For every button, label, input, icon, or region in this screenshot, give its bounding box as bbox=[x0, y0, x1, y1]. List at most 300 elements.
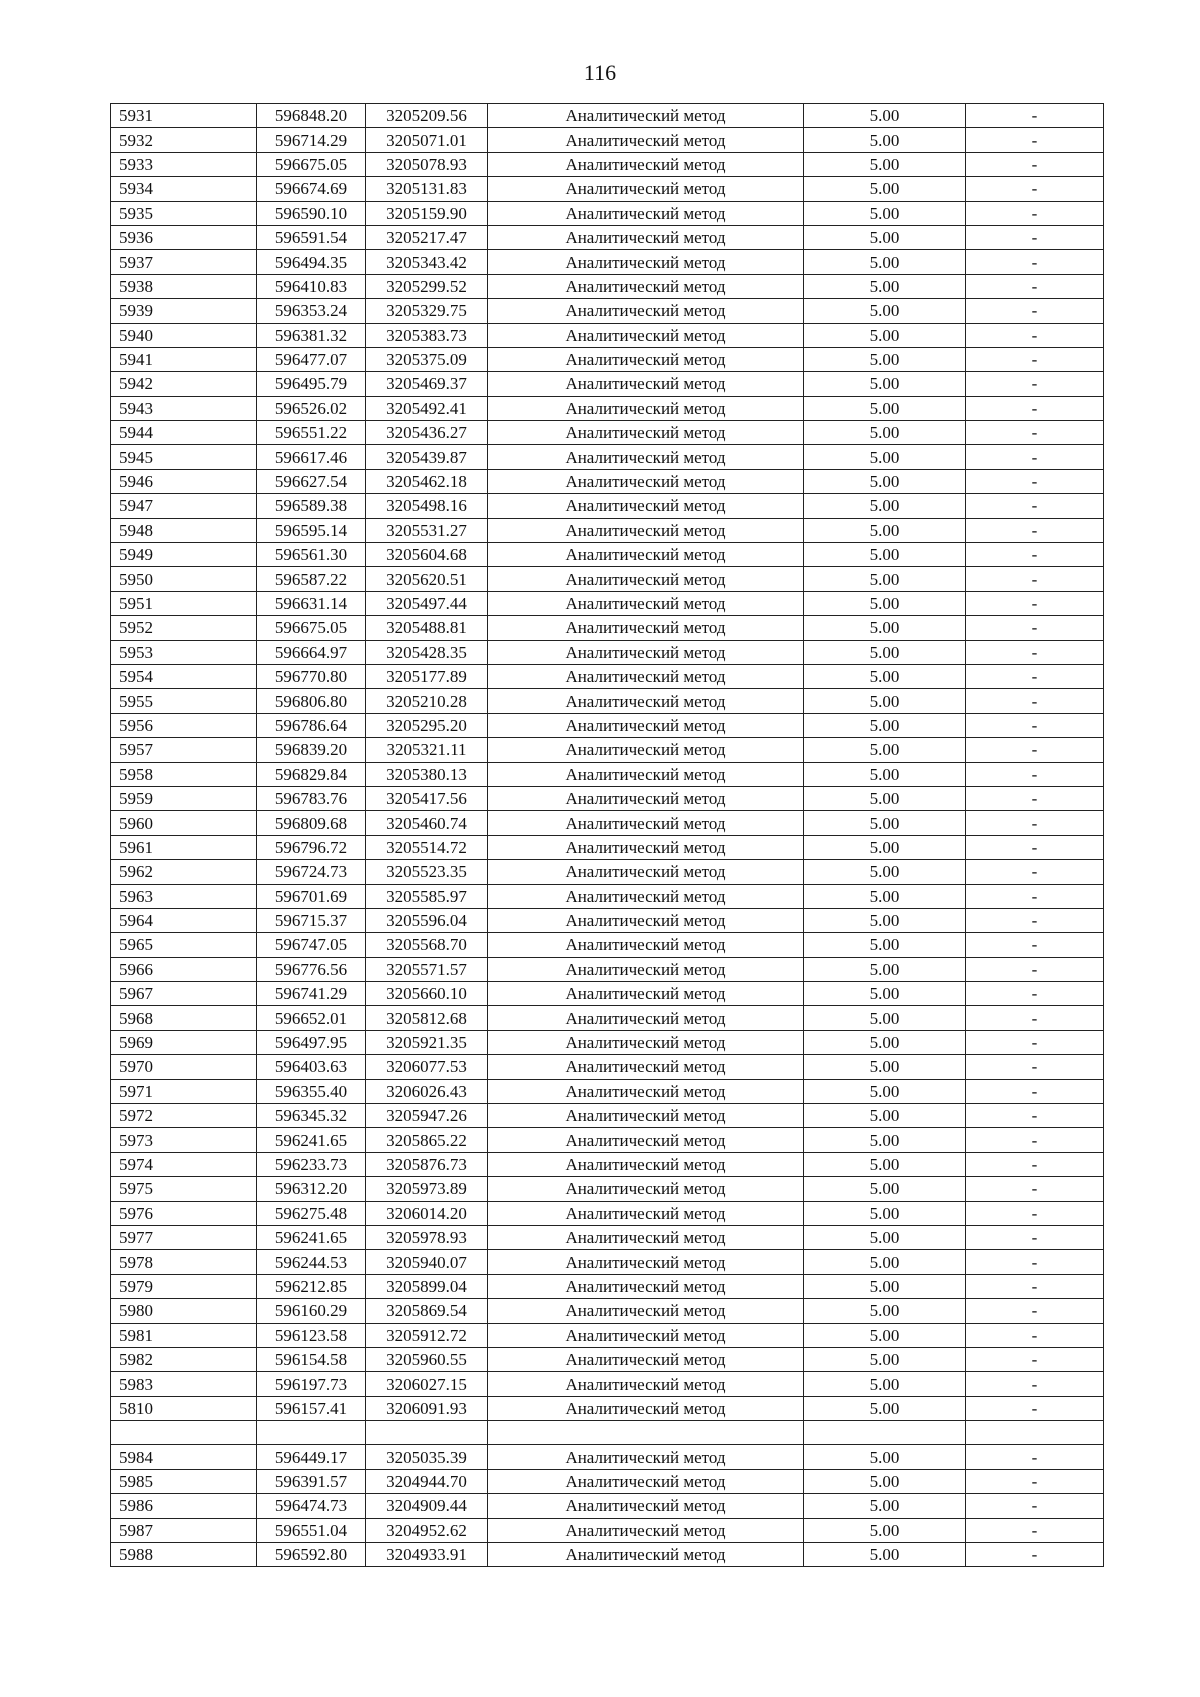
table-row bbox=[111, 713, 1104, 737]
point-number-cell: 5947 bbox=[111, 494, 257, 518]
note-cell: - bbox=[966, 762, 1104, 786]
table-row bbox=[111, 1128, 1104, 1152]
x-coordinate-cell: 596123.58 bbox=[257, 1323, 366, 1347]
method-cell: Аналитический метод bbox=[488, 372, 804, 396]
note-cell: - bbox=[966, 177, 1104, 201]
method-cell: Аналитический метод bbox=[488, 201, 804, 225]
table-row bbox=[111, 494, 1104, 518]
point-number-cell: 5966 bbox=[111, 957, 257, 981]
note-cell: - bbox=[966, 396, 1104, 420]
table-row bbox=[111, 1250, 1104, 1274]
point-number-cell: 5931 bbox=[111, 104, 257, 128]
point-number-cell: 5955 bbox=[111, 689, 257, 713]
accuracy-cell: 5.00 bbox=[804, 225, 966, 249]
note-cell: - bbox=[966, 421, 1104, 445]
point-number-cell: 5957 bbox=[111, 738, 257, 762]
accuracy-cell: 5.00 bbox=[804, 128, 966, 152]
note-cell bbox=[966, 1421, 1104, 1445]
table-row bbox=[111, 933, 1104, 957]
method-cell: Аналитический метод bbox=[488, 250, 804, 274]
accuracy-cell: 5.00 bbox=[804, 1518, 966, 1542]
table-row bbox=[111, 347, 1104, 371]
accuracy-cell: 5.00 bbox=[804, 152, 966, 176]
note-cell: - bbox=[966, 786, 1104, 810]
point-number-cell: 5978 bbox=[111, 1250, 257, 1274]
note-cell: - bbox=[966, 908, 1104, 932]
y-coordinate-cell: 3204933.91 bbox=[366, 1543, 488, 1567]
x-coordinate-cell bbox=[257, 1421, 366, 1445]
method-cell: Аналитический метод bbox=[488, 811, 804, 835]
point-number-cell: 5948 bbox=[111, 518, 257, 542]
x-coordinate-cell: 596474.73 bbox=[257, 1494, 366, 1518]
method-cell: Аналитический метод bbox=[488, 445, 804, 469]
accuracy-cell bbox=[804, 1421, 966, 1445]
accuracy-cell: 5.00 bbox=[804, 1006, 966, 1030]
y-coordinate-cell: 3204944.70 bbox=[366, 1469, 488, 1493]
y-coordinate-cell: 3206091.93 bbox=[366, 1396, 488, 1420]
point-number-cell: 5953 bbox=[111, 640, 257, 664]
y-coordinate-cell: 3205035.39 bbox=[366, 1445, 488, 1469]
page-number: 116 bbox=[583, 60, 617, 85]
accuracy-cell: 5.00 bbox=[804, 1494, 966, 1518]
accuracy-cell: 5.00 bbox=[804, 1055, 966, 1079]
x-coordinate-cell: 596741.29 bbox=[257, 982, 366, 1006]
table-row bbox=[111, 1372, 1104, 1396]
x-coordinate-cell: 596494.35 bbox=[257, 250, 366, 274]
y-coordinate-cell: 3205329.75 bbox=[366, 299, 488, 323]
accuracy-cell: 5.00 bbox=[804, 1152, 966, 1176]
table-row bbox=[111, 1396, 1104, 1420]
x-coordinate-cell: 596449.17 bbox=[257, 1445, 366, 1469]
note-cell: - bbox=[966, 372, 1104, 396]
method-cell: Аналитический метод bbox=[488, 1104, 804, 1128]
note-cell: - bbox=[966, 1055, 1104, 1079]
note-cell: - bbox=[966, 1274, 1104, 1298]
point-number-cell: 5987 bbox=[111, 1518, 257, 1542]
method-cell: Аналитический метод bbox=[488, 1372, 804, 1396]
y-coordinate-cell: 3205498.16 bbox=[366, 494, 488, 518]
accuracy-cell: 5.00 bbox=[804, 347, 966, 371]
y-coordinate-cell: 3205899.04 bbox=[366, 1274, 488, 1298]
x-coordinate-cell: 596747.05 bbox=[257, 933, 366, 957]
method-cell: Аналитический метод bbox=[488, 421, 804, 445]
method-cell: Аналитический метод bbox=[488, 933, 804, 957]
point-number-cell: 5945 bbox=[111, 445, 257, 469]
point-number-cell: 5952 bbox=[111, 616, 257, 640]
y-coordinate-cell: 3205596.04 bbox=[366, 908, 488, 932]
accuracy-cell: 5.00 bbox=[804, 835, 966, 859]
accuracy-cell: 5.00 bbox=[804, 250, 966, 274]
note-cell: - bbox=[966, 1250, 1104, 1274]
point-number-cell: 5954 bbox=[111, 664, 257, 688]
table-row bbox=[111, 225, 1104, 249]
point-number-cell: 5956 bbox=[111, 713, 257, 737]
note-cell: - bbox=[966, 469, 1104, 493]
y-coordinate-cell: 3205428.35 bbox=[366, 640, 488, 664]
point-number-cell: 5960 bbox=[111, 811, 257, 835]
method-cell: Аналитический метод bbox=[488, 786, 804, 810]
accuracy-cell: 5.00 bbox=[804, 1250, 966, 1274]
point-number-cell: 5959 bbox=[111, 786, 257, 810]
table-row bbox=[111, 567, 1104, 591]
point-number-cell: 5969 bbox=[111, 1030, 257, 1054]
y-coordinate-cell: 3205497.44 bbox=[366, 591, 488, 615]
table-row bbox=[111, 884, 1104, 908]
table-row bbox=[111, 323, 1104, 347]
table-row bbox=[111, 591, 1104, 615]
note-cell: - bbox=[966, 128, 1104, 152]
point-number-cell: 5965 bbox=[111, 933, 257, 957]
y-coordinate-cell: 3205299.52 bbox=[366, 274, 488, 298]
note-cell: - bbox=[966, 738, 1104, 762]
accuracy-cell: 5.00 bbox=[804, 664, 966, 688]
x-coordinate-cell: 596590.10 bbox=[257, 201, 366, 225]
y-coordinate-cell: 3204952.62 bbox=[366, 1518, 488, 1542]
y-coordinate-cell: 3205514.72 bbox=[366, 835, 488, 859]
note-cell: - bbox=[966, 1347, 1104, 1371]
accuracy-cell: 5.00 bbox=[804, 543, 966, 567]
x-coordinate-cell: 596403.63 bbox=[257, 1055, 366, 1079]
point-number-cell: 5940 bbox=[111, 323, 257, 347]
accuracy-cell: 5.00 bbox=[804, 445, 966, 469]
x-coordinate-cell: 596244.53 bbox=[257, 1250, 366, 1274]
x-coordinate-cell: 596154.58 bbox=[257, 1347, 366, 1371]
x-coordinate-cell: 596551.22 bbox=[257, 421, 366, 445]
method-cell: Аналитический метод bbox=[488, 299, 804, 323]
method-cell: Аналитический метод bbox=[488, 1006, 804, 1030]
accuracy-cell: 5.00 bbox=[804, 299, 966, 323]
x-coordinate-cell: 596796.72 bbox=[257, 835, 366, 859]
point-number-cell: 5974 bbox=[111, 1152, 257, 1176]
accuracy-cell: 5.00 bbox=[804, 274, 966, 298]
accuracy-cell: 5.00 bbox=[804, 1372, 966, 1396]
point-number-cell: 5979 bbox=[111, 1274, 257, 1298]
table-row bbox=[111, 1445, 1104, 1469]
note-cell: - bbox=[966, 1323, 1104, 1347]
note-cell: - bbox=[966, 323, 1104, 347]
x-coordinate-cell: 596212.85 bbox=[257, 1274, 366, 1298]
accuracy-cell: 5.00 bbox=[804, 1177, 966, 1201]
method-cell: Аналитический метод bbox=[488, 762, 804, 786]
point-number-cell: 5942 bbox=[111, 372, 257, 396]
x-coordinate-cell: 596160.29 bbox=[257, 1299, 366, 1323]
accuracy-cell: 5.00 bbox=[804, 567, 966, 591]
method-cell: Аналитический метод bbox=[488, 957, 804, 981]
x-coordinate-cell: 596776.56 bbox=[257, 957, 366, 981]
x-coordinate-cell: 596786.64 bbox=[257, 713, 366, 737]
method-cell: Аналитический метод bbox=[488, 664, 804, 688]
y-coordinate-cell: 3205523.35 bbox=[366, 860, 488, 884]
accuracy-cell: 5.00 bbox=[804, 908, 966, 932]
table-row bbox=[111, 1323, 1104, 1347]
accuracy-cell: 5.00 bbox=[804, 933, 966, 957]
table-row bbox=[111, 1543, 1104, 1567]
point-number-cell: 5984 bbox=[111, 1445, 257, 1469]
method-cell: Аналитический метод bbox=[488, 1128, 804, 1152]
method-cell: Аналитический метод bbox=[488, 225, 804, 249]
note-cell: - bbox=[966, 518, 1104, 542]
point-number-cell: 5964 bbox=[111, 908, 257, 932]
point-number-cell: 5937 bbox=[111, 250, 257, 274]
accuracy-cell: 5.00 bbox=[804, 1225, 966, 1249]
note-cell: - bbox=[966, 225, 1104, 249]
method-cell: Аналитический метод bbox=[488, 1274, 804, 1298]
point-number-cell: 5962 bbox=[111, 860, 257, 884]
y-coordinate-cell: 3205343.42 bbox=[366, 250, 488, 274]
table-row bbox=[111, 640, 1104, 664]
method-cell: Аналитический метод bbox=[488, 104, 804, 128]
x-coordinate-cell: 596809.68 bbox=[257, 811, 366, 835]
table-row bbox=[111, 372, 1104, 396]
note-cell: - bbox=[966, 591, 1104, 615]
point-number-cell: 5951 bbox=[111, 591, 257, 615]
y-coordinate-cell: 3205940.07 bbox=[366, 1250, 488, 1274]
y-coordinate-cell: 3205812.68 bbox=[366, 1006, 488, 1030]
y-coordinate-cell: 3205210.28 bbox=[366, 689, 488, 713]
method-cell: Аналитический метод bbox=[488, 860, 804, 884]
y-coordinate-cell: 3205978.93 bbox=[366, 1225, 488, 1249]
x-coordinate-cell: 596561.30 bbox=[257, 543, 366, 567]
note-cell: - bbox=[966, 1128, 1104, 1152]
method-cell: Аналитический метод bbox=[488, 1347, 804, 1371]
method-cell: Аналитический метод bbox=[488, 1225, 804, 1249]
method-cell: Аналитический метод bbox=[488, 1518, 804, 1542]
x-coordinate-cell: 596391.57 bbox=[257, 1469, 366, 1493]
table-row bbox=[111, 201, 1104, 225]
x-coordinate-cell: 596839.20 bbox=[257, 738, 366, 762]
x-coordinate-cell: 596783.76 bbox=[257, 786, 366, 810]
x-coordinate-cell: 596675.05 bbox=[257, 616, 366, 640]
point-number-cell: 5936 bbox=[111, 225, 257, 249]
note-cell: - bbox=[966, 860, 1104, 884]
method-cell: Аналитический метод bbox=[488, 494, 804, 518]
accuracy-cell: 5.00 bbox=[804, 1104, 966, 1128]
x-coordinate-cell: 596526.02 bbox=[257, 396, 366, 420]
y-coordinate-cell: 3206027.15 bbox=[366, 1372, 488, 1396]
x-coordinate-cell: 596674.69 bbox=[257, 177, 366, 201]
point-number-cell: 5949 bbox=[111, 543, 257, 567]
note-cell: - bbox=[966, 1518, 1104, 1542]
method-cell: Аналитический метод bbox=[488, 1055, 804, 1079]
table-row bbox=[111, 957, 1104, 981]
table-row bbox=[111, 1225, 1104, 1249]
method-cell: Аналитический метод bbox=[488, 1469, 804, 1493]
method-cell: Аналитический метод bbox=[488, 567, 804, 591]
y-coordinate-cell: 3205380.13 bbox=[366, 762, 488, 786]
y-coordinate-cell: 3205876.73 bbox=[366, 1152, 488, 1176]
point-number-cell: 5972 bbox=[111, 1104, 257, 1128]
method-cell: Аналитический метод bbox=[488, 1445, 804, 1469]
y-coordinate-cell: 3205177.89 bbox=[366, 664, 488, 688]
accuracy-cell: 5.00 bbox=[804, 786, 966, 810]
x-coordinate-cell: 596157.41 bbox=[257, 1396, 366, 1420]
method-cell: Аналитический метод bbox=[488, 982, 804, 1006]
y-coordinate-cell: 3205585.97 bbox=[366, 884, 488, 908]
y-coordinate-cell: 3205375.09 bbox=[366, 347, 488, 371]
point-number-cell: 5973 bbox=[111, 1128, 257, 1152]
x-coordinate-cell: 596589.38 bbox=[257, 494, 366, 518]
table-row bbox=[111, 104, 1104, 128]
table-row bbox=[111, 299, 1104, 323]
note-cell: - bbox=[966, 250, 1104, 274]
x-coordinate-cell: 596770.80 bbox=[257, 664, 366, 688]
y-coordinate-cell: 3205417.56 bbox=[366, 786, 488, 810]
point-number-cell: 5938 bbox=[111, 274, 257, 298]
accuracy-cell: 5.00 bbox=[804, 860, 966, 884]
accuracy-cell: 5.00 bbox=[804, 1445, 966, 1469]
note-cell: - bbox=[966, 1469, 1104, 1493]
table-row bbox=[111, 1030, 1104, 1054]
x-coordinate-cell: 596275.48 bbox=[257, 1201, 366, 1225]
y-coordinate-cell: 3205960.55 bbox=[366, 1347, 488, 1371]
accuracy-cell: 5.00 bbox=[804, 104, 966, 128]
y-coordinate-cell: 3205912.72 bbox=[366, 1323, 488, 1347]
x-coordinate-cell: 596675.05 bbox=[257, 152, 366, 176]
table-row bbox=[111, 1152, 1104, 1176]
x-coordinate-cell: 596233.73 bbox=[257, 1152, 366, 1176]
method-cell: Аналитический метод bbox=[488, 177, 804, 201]
table-row bbox=[111, 1518, 1104, 1542]
y-coordinate-cell: 3205865.22 bbox=[366, 1128, 488, 1152]
y-coordinate-cell: 3205460.74 bbox=[366, 811, 488, 835]
note-cell: - bbox=[966, 933, 1104, 957]
table-row bbox=[111, 786, 1104, 810]
note-cell: - bbox=[966, 1445, 1104, 1469]
accuracy-cell: 5.00 bbox=[804, 1274, 966, 1298]
note-cell: - bbox=[966, 494, 1104, 518]
method-cell: Аналитический метод bbox=[488, 152, 804, 176]
x-coordinate-cell: 596591.54 bbox=[257, 225, 366, 249]
y-coordinate-cell: 3205078.93 bbox=[366, 152, 488, 176]
note-cell: - bbox=[966, 811, 1104, 835]
point-number-cell: 5981 bbox=[111, 1323, 257, 1347]
note-cell: - bbox=[966, 201, 1104, 225]
note-cell: - bbox=[966, 567, 1104, 591]
note-cell: - bbox=[966, 1494, 1104, 1518]
x-coordinate-cell: 596664.97 bbox=[257, 640, 366, 664]
x-coordinate-cell: 596345.32 bbox=[257, 1104, 366, 1128]
table-row bbox=[111, 152, 1104, 176]
table-row bbox=[111, 274, 1104, 298]
method-cell: Аналитический метод bbox=[488, 640, 804, 664]
y-coordinate-cell: 3204909.44 bbox=[366, 1494, 488, 1518]
x-coordinate-cell: 596497.95 bbox=[257, 1030, 366, 1054]
y-coordinate-cell: 3205321.11 bbox=[366, 738, 488, 762]
coordinates-table bbox=[110, 103, 1104, 1567]
point-number-cell: 5958 bbox=[111, 762, 257, 786]
x-coordinate-cell: 596592.80 bbox=[257, 1543, 366, 1567]
note-cell: - bbox=[966, 713, 1104, 737]
method-cell: Аналитический метод bbox=[488, 1152, 804, 1176]
method-cell: Аналитический метод bbox=[488, 835, 804, 859]
point-number-cell: 5976 bbox=[111, 1201, 257, 1225]
note-cell: - bbox=[966, 1543, 1104, 1567]
y-coordinate-cell: 3205209.56 bbox=[366, 104, 488, 128]
x-coordinate-cell: 596353.24 bbox=[257, 299, 366, 323]
accuracy-cell: 5.00 bbox=[804, 1201, 966, 1225]
point-number-cell: 5986 bbox=[111, 1494, 257, 1518]
x-coordinate-cell: 596241.65 bbox=[257, 1128, 366, 1152]
x-coordinate-cell: 596724.73 bbox=[257, 860, 366, 884]
x-coordinate-cell: 596631.14 bbox=[257, 591, 366, 615]
y-coordinate-cell: 3205571.57 bbox=[366, 957, 488, 981]
point-number-cell: 5967 bbox=[111, 982, 257, 1006]
table-row bbox=[111, 1469, 1104, 1493]
table-row bbox=[111, 1201, 1104, 1225]
point-number-cell: 5946 bbox=[111, 469, 257, 493]
note-cell: - bbox=[966, 1079, 1104, 1103]
note-cell: - bbox=[966, 1225, 1104, 1249]
note-cell: - bbox=[966, 1006, 1104, 1030]
method-cell: Аналитический метод bbox=[488, 1396, 804, 1420]
accuracy-cell: 5.00 bbox=[804, 1299, 966, 1323]
y-coordinate-cell: 3205604.68 bbox=[366, 543, 488, 567]
point-number-cell: 5963 bbox=[111, 884, 257, 908]
point-number-cell bbox=[111, 1421, 257, 1445]
table-row bbox=[111, 1055, 1104, 1079]
table-row bbox=[111, 664, 1104, 688]
point-number-cell: 5968 bbox=[111, 1006, 257, 1030]
table-row bbox=[111, 908, 1104, 932]
point-number-cell: 5935 bbox=[111, 201, 257, 225]
y-coordinate-cell: 3205492.41 bbox=[366, 396, 488, 420]
method-cell: Аналитический метод bbox=[488, 1177, 804, 1201]
accuracy-cell: 5.00 bbox=[804, 1396, 966, 1420]
x-coordinate-cell: 596714.29 bbox=[257, 128, 366, 152]
point-number-cell: 5939 bbox=[111, 299, 257, 323]
note-cell: - bbox=[966, 1177, 1104, 1201]
y-coordinate-cell: 3205071.01 bbox=[366, 128, 488, 152]
y-coordinate-cell: 3205469.37 bbox=[366, 372, 488, 396]
x-coordinate-cell: 596627.54 bbox=[257, 469, 366, 493]
method-cell: Аналитический метод bbox=[488, 347, 804, 371]
method-cell: Аналитический метод bbox=[488, 713, 804, 737]
point-number-cell: 5980 bbox=[111, 1299, 257, 1323]
note-cell: - bbox=[966, 640, 1104, 664]
note-cell: - bbox=[966, 299, 1104, 323]
x-coordinate-cell: 596551.04 bbox=[257, 1518, 366, 1542]
accuracy-cell: 5.00 bbox=[804, 640, 966, 664]
accuracy-cell: 5.00 bbox=[804, 201, 966, 225]
table-row bbox=[111, 518, 1104, 542]
y-coordinate-cell: 3205436.27 bbox=[366, 421, 488, 445]
accuracy-cell: 5.00 bbox=[804, 469, 966, 493]
accuracy-cell: 5.00 bbox=[804, 1543, 966, 1567]
accuracy-cell: 5.00 bbox=[804, 1469, 966, 1493]
note-cell: - bbox=[966, 347, 1104, 371]
point-number-cell: 5934 bbox=[111, 177, 257, 201]
x-coordinate-cell: 596197.73 bbox=[257, 1372, 366, 1396]
x-coordinate-cell: 596848.20 bbox=[257, 104, 366, 128]
note-cell: - bbox=[966, 152, 1104, 176]
x-coordinate-cell: 596495.79 bbox=[257, 372, 366, 396]
note-cell: - bbox=[966, 1396, 1104, 1420]
table-row bbox=[111, 1299, 1104, 1323]
table-row bbox=[111, 1006, 1104, 1030]
point-number-cell: 5982 bbox=[111, 1347, 257, 1371]
table-row bbox=[111, 1494, 1104, 1518]
method-cell bbox=[488, 1421, 804, 1445]
method-cell: Аналитический метод bbox=[488, 689, 804, 713]
accuracy-cell: 5.00 bbox=[804, 982, 966, 1006]
point-number-cell: 5988 bbox=[111, 1543, 257, 1567]
x-coordinate-cell: 596587.22 bbox=[257, 567, 366, 591]
x-coordinate-cell: 596617.46 bbox=[257, 445, 366, 469]
point-number-cell: 5941 bbox=[111, 347, 257, 371]
table-row bbox=[111, 396, 1104, 420]
table-row bbox=[111, 1421, 1104, 1445]
y-coordinate-cell: 3205488.81 bbox=[366, 616, 488, 640]
